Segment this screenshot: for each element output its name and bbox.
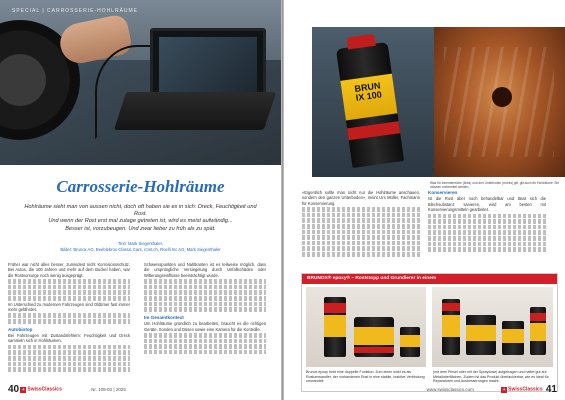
body-paragraph: Bei Fahrzeugen mit Zustandsfehlern: Feuchtigkeit und Dreck sammeln sich in Hohlräumen. [8,333,130,344]
intro-line-2: Und wenn der Rost erst mal zutage getreten ist, wird es meist aufwändig... [48,218,233,225]
article-credits [0,241,281,252]
body-paragraph: Früher war nicht alles besser, zumindest nicht Korrosionsschutz. Bei Autos, die 100 Jahren und mehr auf dem Buckel haben, war die Rostvorsorge noch wenig ausgeprägt. [8,262,130,278]
photo-caption: Was für Innenbereiche (links) und den Unterboden (rechts) gilt, gilt auch für Hohlräume: Sie müssen vorbereitet werden. [430,181,560,190]
section-tag-text: SPECIAL | CARROSSERIE-HOHLRÄUME [12,8,139,14]
body-paragraph: Schweisspunkten und Nahtkanten ist es teilweise möglich, dass die ursprüngliche Versiegelung durch Unfallschäden oder Witterungseinflüsse beeinträchtigt wurde. [144,262,266,278]
body-paragraph: Um Hohlräume gründlich zu bearbeiten, braucht es die richtigen Geräte, Sonden und Düsen sowie eine Kamera für die Kontrolle. [144,321,266,332]
product-text-right: (mit dem Pinsel oder mit der Spraydose) aufgetragen und haftet gut auf Metalloberflächen. Zudem ist das Produkt überlackierbar, wie es ideal für Reparaturen und Ausbesserungen macht. [433,370,549,384]
right-column-2 [428,190,546,253]
photo-rusty-cavity [434,27,565,177]
body-paragraph: «Eigentlich sollte man nicht nur die Hohlräume anschauen, sondern den ganzen Unterboden», meint Urs Müller, Fachmann für Konservierung. [302,190,420,206]
article-intro [18,204,263,233]
subheading-gesamtkontext: Im Gesamtkontext [144,314,184,320]
page-number: 41 [545,384,557,395]
body-paragraph: Im Unterschied zu modernen Fahrzeugen sind Oldtimer fast immer mehr gefährdet. [8,301,130,312]
credits-images: Bilder: Brunox AG, Beeblebrox Classic Cars, rcmt.ch, Roelli Inc AG, Mark Siegenthaler [60,246,221,252]
intro-line-3: Besser ist, vorzubeugen. Und zwar lieber zu früh als zu spät. [65,225,216,232]
subheading-autobiotop: Autobiotop [8,326,33,332]
hero-photo-laptop-base [114,92,276,130]
can-label: BRUN IX 100 [353,80,383,103]
product-box-heading: BRUNOX® epoxy® – Roststopp und Grundierer in einem [302,274,557,284]
product-photo-right [432,287,553,367]
credits-text: Text: Mark Siegenthaler, [118,241,163,246]
swiss-cross-icon: + [21,386,25,393]
subheading-konservieren: Konservieren [428,190,458,195]
section-tag [12,8,138,14]
product-text-left: Brunox epoxy hebt eine doppelte Funktion: Zum einen wirkt es als Rostumwandler, der vorhandenen Rost in eine stabile, inaktive Verbindung umwandelt. [306,370,425,384]
photo-spray-can [312,27,434,177]
swiss-cross-icon: + [502,386,506,393]
right-page [284,0,565,400]
right-footer [427,384,557,395]
left-page [0,0,281,400]
intro-line-1: Hohlräume sieht man von aussen nicht, doch oft haben sie es in sich: Dreck, Feuchtigkeit und Rost. [24,204,257,218]
article-title: Carrosserie-Hohlräume [56,177,225,196]
body-paragraph: Ist die Rost aber noch behandelbar und lässt sich die Blechsubstanz sanieren, wird am besten mit Konservierungsmitteln gearbeitet. [428,196,546,213]
body-column-2 [144,262,266,355]
page-number: 40 [8,384,20,395]
left-footer [8,384,126,395]
spray-can [336,42,404,168]
issue-number: Nr. 108-02 | 2025 [91,387,126,392]
product-box [301,273,558,392]
footer-brand: SwissClassics [27,386,62,393]
footer-website: www.swissclassics.com [426,387,474,392]
product-photo-left [306,287,426,367]
right-column-1 [302,190,420,258]
footer-brand: SwissClassics [508,386,543,393]
body-column-1 [8,262,130,373]
hero-photo-laptop-diagnostics [0,0,281,165]
